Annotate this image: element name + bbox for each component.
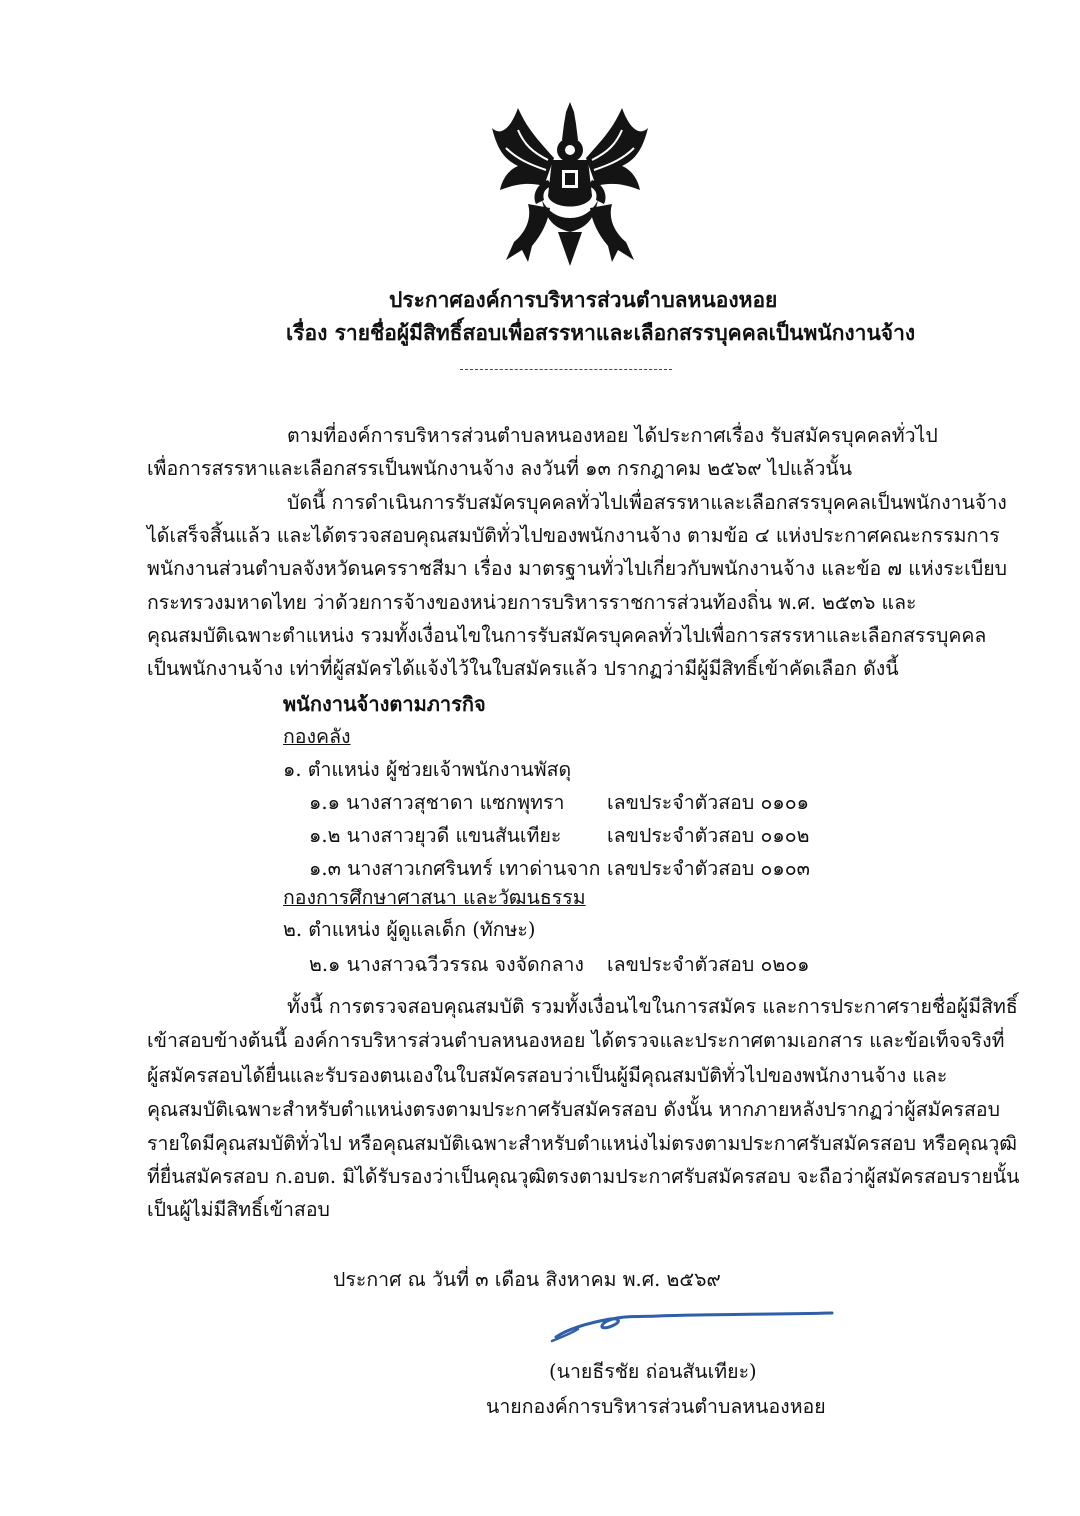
candidate-exam-id: เลขประจำตัวสอบ ๐๒๐๑ xyxy=(607,953,810,976)
candidate-exam-id: เลขประจำตัวสอบ ๐๑๐๓ xyxy=(607,857,810,880)
paragraph-line: ที่ยื่นสมัครสอบ ก.อบต. มิได้รับรองว่าเป็นคุณวุฒิตรงตามประกาศรับสมัครสอบ จะถือว่าผู้สมัครสอบรายนั้น xyxy=(147,1165,1020,1188)
position-title: ๒. ตำแหน่ง ผู้ดูแลเด็ก (ทักษะ) xyxy=(283,918,536,941)
paragraph-line: กระทรวงมหาดไทย ว่าด้วยการจ้างของหน่วยการบริหารราชการส่วนท้องถิ่น พ.ศ. ๒๕๓๖ และ xyxy=(147,591,917,614)
division-heading: กองคลัง xyxy=(283,725,351,748)
paragraph-line: พนักงานส่วนตำบลจังหวัดนครราชสีมา เรื่อง มาตรฐานทั่วไปเกี่ยวกับพนักงานจ้าง และข้อ ๗ แห่งระเบียบ xyxy=(147,557,1008,580)
position-title: ๑. ตำแหน่ง ผู้ช่วยเจ้าพนักงานพัสดุ xyxy=(283,758,572,781)
paragraph-line: รายใดมีคุณสมบัติทั่วไป หรือคุณสมบัติเฉพาะสำหรับตำแหน่งไม่ตรงตามประกาศรับสมัครสอบ หรือคุณวุฒิ xyxy=(147,1132,1017,1155)
document-title: ประกาศองค์การบริหารส่วนตำบลหนองหอย xyxy=(389,287,778,312)
paragraph-line: ตามที่องค์การบริหารส่วนตำบลหนองหอย ได้ประกาศเรื่อง รับสมัครบุคคลทั่วไป xyxy=(287,424,938,447)
document-subject: เรื่อง รายชื่อผู้มีสิทธิ์สอบเพื่อสรรหาและเลือกสรรบุคคลเป็นพนักงานจ้าง xyxy=(286,320,916,345)
division-heading: กองการศึกษาศาสนา และวัฒนธรรม xyxy=(283,886,586,909)
paragraph-line: ได้เสร็จสิ้นแล้ว และได้ตรวจสอบคุณสมบัติทั่วไปของพนักงานจ้าง ตามข้อ ๔ แห่งประกาศคณะกรรมการ xyxy=(147,524,1000,547)
candidate-exam-id: เลขประจำตัวสอบ ๐๑๐๑ xyxy=(607,791,810,814)
handwritten-signature xyxy=(548,1307,834,1347)
candidate-exam-id: เลขประจำตัวสอบ ๐๑๐๒ xyxy=(607,824,810,847)
candidate-name: ๑.๓ นางสาวเกศรินทร์ เทาด่านจาก xyxy=(309,857,601,880)
candidate-name: ๑.๒ นางสาวยุวดี แขนสันเทียะ xyxy=(309,824,562,847)
paragraph-line: เป็นผู้ไม่มีสิทธิ์เข้าสอบ xyxy=(147,1198,330,1221)
paragraph-line: บัดนี้ การดำเนินการรับสมัครบุคคลทั่วไปเพื่อสรรหาและเลือกสรรบุคคลเป็นพนักงานจ้าง xyxy=(287,491,1007,514)
paragraph-line: เพื่อการสรรหาและเลือกสรรเป็นพนักงานจ้าง ลงวันที่ ๑๓ กรกฎาคม ๒๕๖๙ ไปแล้วนั้น xyxy=(147,457,853,480)
paragraph-line: ทั้งนี้ การตรวจสอบคุณสมบัติ รวมทั้งเงื่อนไขในการสมัคร และการประกาศรายชื่อผู้มีสิทธิ์ xyxy=(287,995,1018,1018)
paragraph-line: คุณสมบัติเฉพาะสำหรับตำแหน่งตรงตามประกาศรับสมัครสอบ ดังนั้น หากภายหลังปรากฏว่าผู้สมัครสอบ xyxy=(147,1098,1001,1121)
candidate-name: ๒.๑ นางสาวฉวีวรรณ จงจัดกลาง xyxy=(309,953,584,976)
signer-name: (นายธีรชัย ถ่อนสันเทียะ) xyxy=(549,1360,757,1383)
announcement-date: ประกาศ ณ วันที่ ๓ เดือน สิงหาคม พ.ศ. ๒๕๖๙ xyxy=(333,1268,721,1291)
paragraph-line: เข้าสอบข้างต้นนี้ องค์การบริหารส่วนตำบลหนองหอย ได้ตรวจและประกาศตามเอกสาร และข้อเท็จจริงที่ xyxy=(147,1029,1005,1052)
paragraph-line: เป็นพนักงานจ้าง เท่าที่ผู้สมัครได้แจ้งไว้ในใบสมัครแล้ว ปรากฏว่ามีผู้มีสิทธิ์เข้าคัดเลือก ดังนี้ xyxy=(147,657,899,680)
paragraph-line: คุณสมบัติเฉพาะตำแหน่ง รวมทั้งเงื่อนไขในการรับสมัครบุคคลทั่วไปเพื่อการสรรหาและเลือกสรรบุคคล xyxy=(147,624,987,647)
candidate-name: ๑.๑ นางสาวสุชาดา แซกพุทรา xyxy=(309,791,565,814)
employee-type-heading: พนักงานจ้างตามภารกิจ xyxy=(283,692,486,716)
title-divider xyxy=(460,369,672,370)
paragraph-line: ผู้สมัครสอบได้ยื่นและรับรองตนเองในใบสมัครสอบว่าเป็นผู้มีคุณสมบัติทั่วไปของพนักงานจ้าง และ xyxy=(147,1064,948,1087)
garuda-emblem-icon xyxy=(488,100,653,268)
signer-title: นายกองค์การบริหารส่วนตำบลหนองหอย xyxy=(486,1395,826,1418)
